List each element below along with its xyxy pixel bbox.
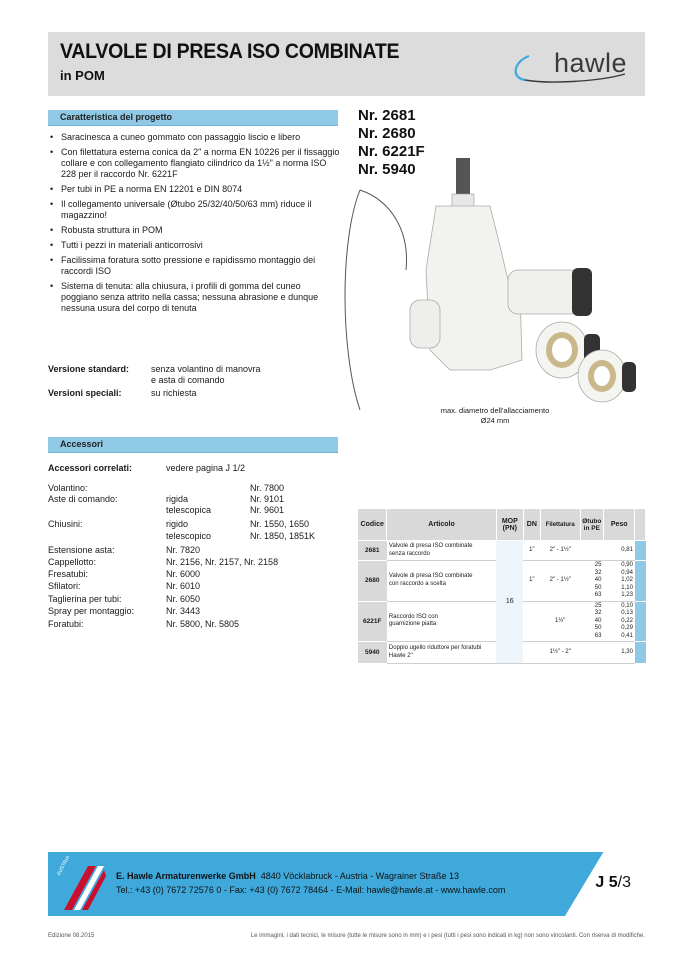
cell-code: 6221F	[358, 601, 387, 642]
cell-tubo	[580, 642, 603, 664]
accessory-label: Spray per montaggio:	[48, 606, 135, 616]
cell-dn: 1"	[523, 541, 540, 561]
cell-filettatura: 2" - 1½"	[540, 561, 580, 602]
standard-version-label: Versione standard:	[48, 364, 130, 374]
feature-item: • Con filettatura esterna conica da 2" a norma EN 10226 per il fissaggio collare e con collegamento flangiato cilindrico da 1½" a norma ISO 228 per il raccordo Nr. 6221F	[50, 147, 340, 180]
specification-table	[357, 508, 646, 664]
cell-marker	[635, 561, 646, 602]
feature-item: • Il collegamento universale (Øtubo 25/32/40/50/63 mm) riduce il magazzino!	[50, 199, 340, 221]
feature-item: • Tutti i pezzi in materiali anticorrosivi	[50, 240, 340, 251]
table-header-row	[358, 509, 646, 541]
cell-articolo: Doppio ugello riduttore per foratubi Hawle 2"	[387, 642, 496, 664]
page-number-bold: J 5	[595, 874, 618, 891]
related-accessories-value: vedere pagina J 1/2	[166, 463, 246, 473]
cell-dn: 1"	[523, 561, 540, 602]
cell-marker	[635, 601, 646, 642]
product-number: Nr. 2680	[358, 125, 416, 142]
cell-filettatura: 1½" - 2"	[540, 642, 580, 664]
accessory-label: Aste di comando:	[48, 494, 118, 504]
accessory-label: Estensione asta:	[48, 545, 115, 555]
caption-line: max. diametro dell'allacciamento	[440, 406, 550, 415]
page-header	[48, 32, 645, 96]
header-blank	[635, 509, 646, 541]
cell-articolo: Raccordo ISO con guarnizione piatta	[387, 601, 496, 642]
page-title: VALVOLE DI PRESA ISO COMBINATE	[60, 40, 400, 63]
feature-item: • Saracinesca a cuneo gommato con passaggio liscio e libero	[50, 132, 340, 143]
feature-list	[50, 132, 340, 318]
cell-dn	[523, 642, 540, 664]
design-section-bar	[48, 110, 338, 126]
accessory-label: Chiusini:	[48, 519, 83, 529]
accessory-label: Sfilatori:	[48, 581, 81, 591]
accessory-sub: rigida	[166, 494, 189, 504]
page-subtitle: in POM	[60, 68, 105, 83]
cell-tubo: 25 32 40 50 63	[580, 561, 603, 602]
accessory-label: Cappellotto:	[48, 557, 97, 567]
design-section-title: Caratteristica del progetto	[60, 112, 173, 122]
header-articolo: Articolo	[387, 509, 496, 541]
table-row	[358, 541, 646, 561]
cell-tubo: 25 32 40 50 63	[580, 601, 603, 642]
accessory-number: Nr. 7800	[250, 483, 285, 493]
header-mop: MOP (PN)	[496, 509, 523, 541]
page-footer	[48, 852, 645, 916]
accessory-number: Nr. 9601	[250, 505, 285, 515]
header-codice: Codice	[358, 509, 387, 541]
cell-peso: 0,81	[603, 541, 635, 561]
product-number: Nr. 2681	[358, 107, 416, 124]
cell-mop: 16	[496, 541, 523, 664]
hawle-logo	[507, 44, 627, 88]
cell-marker	[635, 642, 646, 664]
cell-tubo	[580, 541, 603, 561]
feature-item: • Robusta struttura in POM	[50, 225, 340, 236]
accessory-number: Nr. 9101	[250, 494, 285, 504]
cell-peso: 0,90 0,94 1,02 1,10 1,23	[603, 561, 635, 602]
footer-company-line	[116, 871, 459, 881]
cell-dn	[523, 601, 540, 642]
accessory-number: Nr. 1550, 1650	[250, 519, 310, 529]
accessory-number: Nr. 1850, 1851K	[250, 531, 316, 541]
valve-product-image	[340, 150, 650, 420]
flag-text: AUSTRIA	[56, 854, 72, 877]
standard-version-value-2: e asta di comando	[151, 375, 225, 385]
cell-articolo: Valvole di presa ISO combinate senza raccordo	[387, 541, 496, 561]
cell-code: 2681	[358, 541, 387, 561]
special-version-label: Versioni speciali:	[48, 388, 122, 398]
valve-stem	[456, 158, 470, 200]
page-number-rest: /3	[617, 874, 631, 891]
accessories-section-title: Accessori	[60, 439, 104, 449]
cell-filettatura: 1½"	[540, 601, 580, 642]
accessory-number: Nr. 5800, Nr. 5805	[166, 619, 240, 629]
footer-contact: Tel.: +43 (0) 7672 72576 0 - Fax: +43 (0) 7672 78464 - E-Mail: hawle@hawle.at - www.hawle.com	[116, 885, 506, 895]
accessory-label: Foratubi:	[48, 619, 84, 629]
pipe-outline	[345, 190, 360, 410]
accessory-number: Nr. 2156, Nr. 2157, Nr. 2158	[166, 557, 279, 567]
accessory-number: Nr. 6010	[166, 581, 201, 591]
company-name: E. Hawle Armaturenwerke GmbH	[116, 871, 256, 881]
accessory-label: Fresatubi:	[48, 569, 89, 579]
page-number	[595, 874, 631, 892]
cell-peso: 0,10 0,13 0,22 0,29 0,41	[603, 601, 635, 642]
logo-text: hawle	[553, 48, 627, 78]
company-address: 4840 Vöcklabruck - Austria - Wagrainer Straße 13	[260, 871, 459, 881]
edition-text: Edizione 08.2015	[48, 933, 95, 939]
accessory-number: Nr. 6000	[166, 569, 201, 579]
accessory-sub: telescopico	[166, 531, 212, 541]
cell-code: 5940	[358, 642, 387, 664]
header-filettatura: Filettatura	[540, 509, 580, 541]
special-version-value: su richiesta	[151, 388, 197, 398]
accessory-sub: rigido	[166, 519, 189, 529]
accessory-number: Nr. 7820	[166, 545, 201, 555]
accessory-number: Nr. 3443	[166, 606, 201, 616]
header-peso: Peso	[603, 509, 635, 541]
cell-articolo: Valvole di presa ISO combinate con raccordo a scelta	[387, 561, 496, 602]
image-caption	[420, 406, 570, 426]
cell-code: 2680	[358, 561, 387, 602]
caption-line: Ø24 mm	[480, 416, 510, 425]
accessory-label: Taglierina per tubi:	[48, 594, 122, 604]
feature-item: • Sistema di tenuta: alla chiusura, i profili di gomma del cuneo poggiano senza attrito nella cassa; nessuna abrasione e dunque nessuna usura del corpo di tenuta	[50, 281, 340, 314]
feature-item: • Facilissima foratura sotto pressione e rapidissmo montaggio dei raccordi ISO	[50, 255, 340, 277]
product-number: Nr. 6221F	[358, 143, 425, 160]
accessory-number: Nr. 6050	[166, 594, 201, 604]
product-number: Nr. 5940	[358, 161, 416, 178]
accessory-sub: telescopica	[166, 505, 212, 515]
feature-item: • Per tubi in PE a norma EN 12201 e DIN 8074	[50, 184, 340, 195]
cell-filettatura: 2" - 1½"	[540, 541, 580, 561]
accessory-label: Volantino:	[48, 483, 88, 493]
cell-marker	[635, 541, 646, 561]
header-dn: DN	[523, 509, 540, 541]
accessories-section-bar	[48, 437, 338, 453]
standard-version-value-1: senza volantino di manovra	[151, 364, 261, 374]
header-tubo: Øtubo in PE	[580, 509, 603, 541]
disclaimer-text: Le immagini, i dati tecnici, le misure (tutte le misure sono in mm) e i pesi (tutti i pesi sono indicati in kg) non sono vincolanti. Con riserva di modifiche.	[250, 933, 645, 939]
cell-peso: 1,30	[603, 642, 635, 664]
related-accessories-label: Accessori correlati:	[48, 463, 133, 473]
